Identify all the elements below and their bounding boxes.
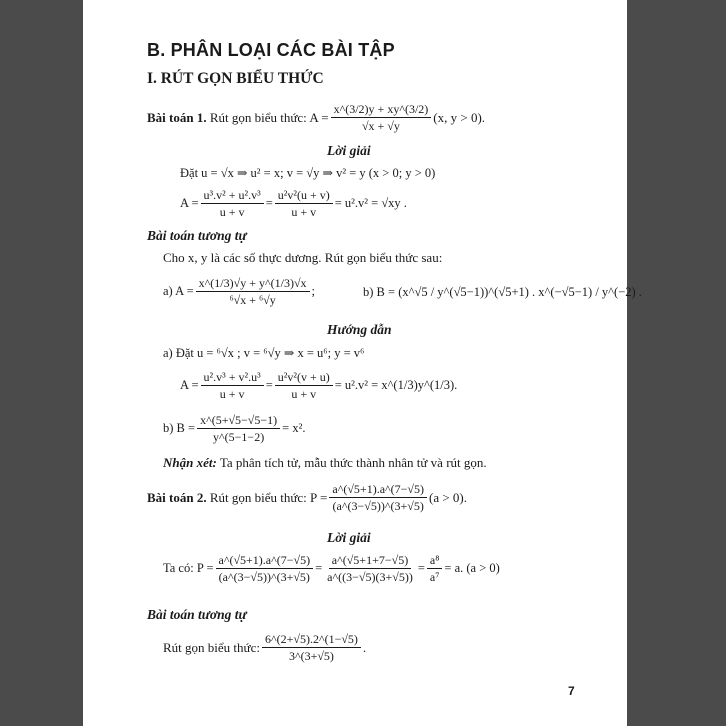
section-title: B. PHÂN LOẠI CÁC BÀI TẬP <box>147 40 395 60</box>
similar-2-denominator: 3^(3+√5) <box>288 649 334 663</box>
guide-1-denominator-1: u + v <box>219 387 245 401</box>
similar-1-part-b <box>363 285 642 300</box>
semicolon: ; <box>311 284 316 298</box>
similar-1-b-expression: (x^√5 / y^(√5−1))^(√5+1) . x^(−√5−1) / y^(−2) . <box>398 285 642 299</box>
guide-1-fraction-1 <box>201 370 264 401</box>
problem-1-text: Rút gọn biểu thức: A = <box>209 109 329 125</box>
problem-1-numerator: x^(3/2)y + xy^(3/2) <box>331 102 432 118</box>
solution-2-denominator-3: a⁷ <box>429 570 440 584</box>
solution-1-numerator-1: u³.v² + u².v³ <box>201 188 264 204</box>
solution-2-line <box>163 553 500 584</box>
problem-2-label: Bài toán 2. <box>147 489 207 505</box>
similar-2-problem <box>163 632 366 663</box>
remark-text: Ta phân tích tử, mẫu thức thành nhân tử và rút gọn. <box>219 455 487 470</box>
solution-2-fraction-1 <box>216 553 314 584</box>
similar-1-heading: Bài toán tương tự <box>147 228 247 243</box>
guide-1-fraction-2 <box>275 370 333 401</box>
solution-1-numerator-2: u²v²(u + v) <box>275 188 333 204</box>
guide-1-line-1: a) Đặt u = ⁶√x ; v = ⁶√y ⇒ x = u⁶; y = v⁶ <box>163 346 365 360</box>
guide-1-numerator-2: u²v²(v + u) <box>275 370 333 386</box>
solution-2-denominator-1: (a^(3−√5))^(3+√5) <box>218 570 310 584</box>
similar-2-heading: Bài toán tương tự <box>147 607 247 622</box>
left-dark-border <box>0 0 83 726</box>
guide-1-b-numerator: x^(5+√5−√5−1) <box>197 413 280 429</box>
similar-1-a-fraction <box>196 276 310 307</box>
problem-2 <box>147 482 467 513</box>
remark-label: Nhận xét: <box>163 455 217 470</box>
guide-1-line-2 <box>180 370 457 401</box>
similar-1-intro: Cho x, y là các số thực dương. Rút gọn biểu thức sau: <box>163 250 443 265</box>
guide-1-rhs: = u².v² = x^(1/3)y^(1/3). <box>334 378 458 392</box>
solution-1-fraction-1 <box>201 188 264 219</box>
problem-2-numerator: a^(√5+1).a^(7−√5) <box>329 482 427 498</box>
guide-1-line-3 <box>163 413 305 444</box>
similar-2-fraction <box>262 632 361 663</box>
solution-1-heading: Lời giải <box>327 143 371 158</box>
solution-2-fraction-3 <box>427 553 443 584</box>
similar-1-part-a <box>163 276 315 307</box>
problem-1-label: Bài toán 1. <box>147 109 207 125</box>
solution-2-denominator-2: a^((3−√5)(3+√5)) <box>327 570 413 584</box>
guide-1-b-denominator: y^(5−1−2) <box>213 430 265 444</box>
solution-1-line-2 <box>180 188 407 219</box>
guide-1-denominator-2: u + v <box>291 387 317 401</box>
guide-1-b-fraction <box>197 413 280 444</box>
subsection-title: I. RÚT GỌN BIỂU THỨC <box>147 70 324 87</box>
similar-2-end: . <box>362 639 367 655</box>
right-dark-border <box>627 0 726 726</box>
problem-1-condition: (x, y > 0). <box>433 109 486 125</box>
similar-2-text: Rút gọn biểu thức: <box>163 639 260 655</box>
book-page <box>83 0 642 726</box>
solution-2-numerator-1: a^(√5+1).a^(7−√5) <box>216 553 314 569</box>
solution-1-denominator-1: u + v <box>219 205 245 219</box>
remark <box>163 455 487 471</box>
problem-1 <box>147 102 485 133</box>
solution-2-numerator-3: a⁸ <box>427 553 443 569</box>
similar-1-a-denominator: ⁶√x + ⁶√y <box>229 293 276 307</box>
problem-1-denominator: √x + √y <box>361 119 400 133</box>
problem-2-denominator: (a^(3−√5))^(3+√5) <box>332 499 424 513</box>
equals-sign: = <box>265 378 273 392</box>
similar-2-numerator: 6^(2+√5).2^(1−√5) <box>262 632 361 648</box>
solution-1-denominator-2: u + v <box>291 205 317 219</box>
solution-1-line-1: Đặt u = √x ⇒ u² = x; v = √y ⇒ v² = y (x > 0; y > 0) <box>180 166 436 180</box>
equals-sign: = <box>265 196 273 210</box>
solution-2-fraction-2 <box>324 553 416 584</box>
problem-2-fraction <box>329 482 427 513</box>
guide-1-lhs: A = <box>180 378 199 392</box>
equals-sign: = <box>315 561 323 575</box>
page-number: 7 <box>568 684 575 698</box>
similar-1-a-numerator: x^(1/3)√y + y^(1/3)√x <box>196 276 310 292</box>
solution-1-fraction-2 <box>275 188 333 219</box>
problem-2-text: Rút gọn biểu thức: P = <box>209 489 328 505</box>
guide-1-b-label: b) B = <box>163 421 196 435</box>
similar-1-b-label: b) B = <box>363 285 396 299</box>
guide-1-b-rhs: = x². <box>282 421 306 435</box>
solution-2-lhs: Ta có: P = <box>163 561 214 575</box>
problem-1-fraction <box>331 102 432 133</box>
solution-2-heading: Lời giải <box>327 530 371 545</box>
solution-2-numerator-2: a^(√5+1+7−√5) <box>329 553 411 569</box>
guide-1-numerator-1: u².v³ + v².u³ <box>201 370 264 386</box>
problem-2-condition: (a > 0). <box>429 489 468 505</box>
guide-1-heading: Hướng dẫn <box>327 322 392 337</box>
equals-sign: = <box>417 561 425 575</box>
similar-1-a-label: a) A = <box>163 284 194 298</box>
solution-2-rhs: = a. (a > 0) <box>444 561 500 575</box>
solution-1-lhs: A = <box>180 196 199 210</box>
solution-1-rhs: = u².v² = √xy . <box>334 196 407 210</box>
